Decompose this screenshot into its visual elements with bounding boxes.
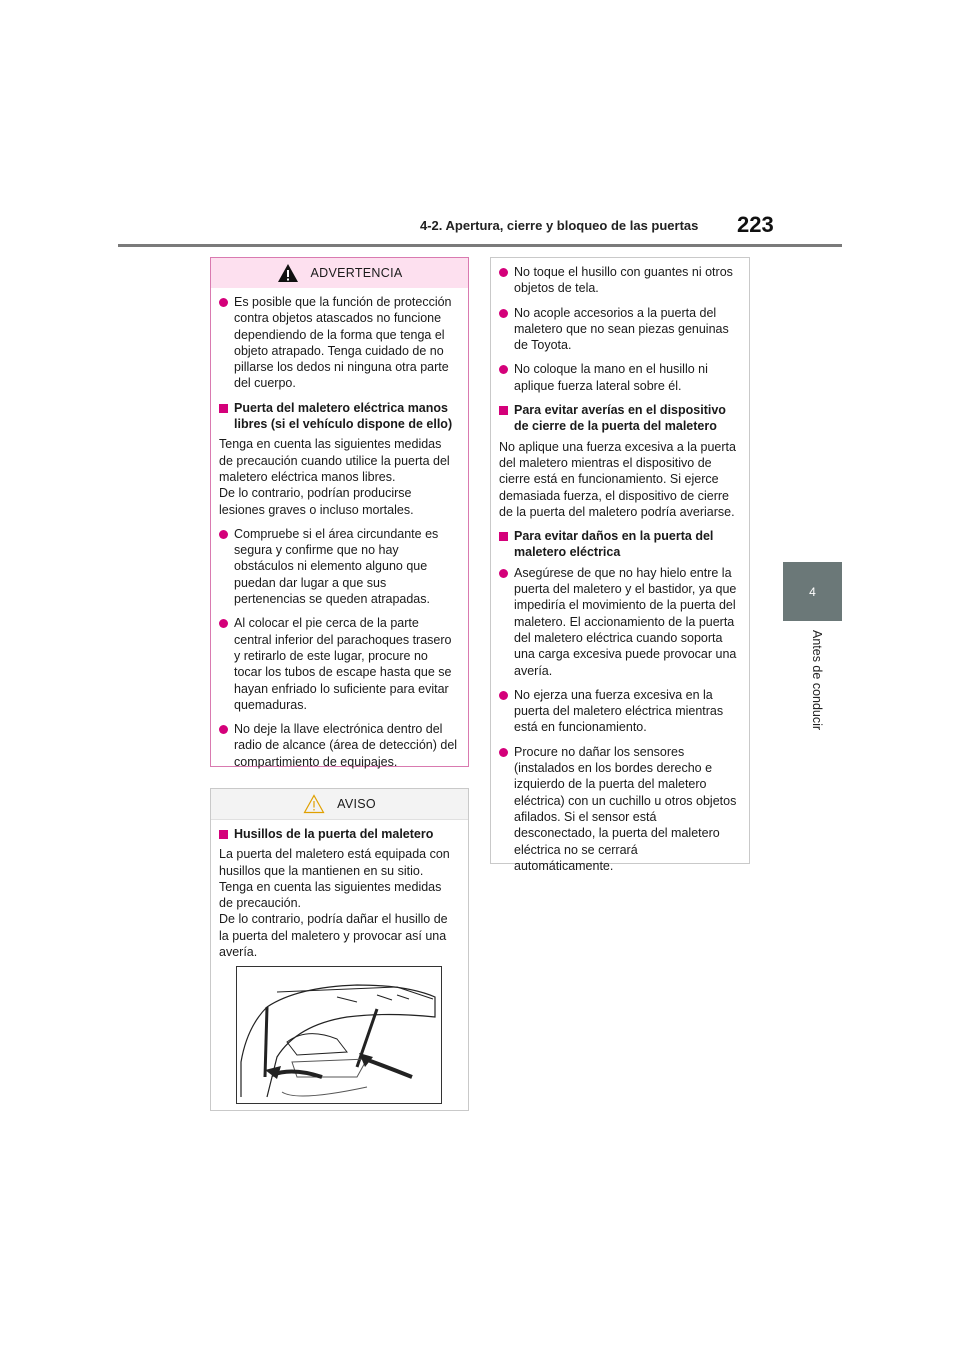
bullet-icon bbox=[219, 619, 228, 628]
square-bullet-icon bbox=[219, 404, 228, 413]
warning-bullet-2: Al colocar el pie cerca de la parte central inferior del parachoques trasero y retirarlo de este lugar, procure no tocar los tubos de escape hasta que se hayan enfriado lo suficiente para evitar quemaduras. bbox=[234, 616, 452, 712]
right-bullet-a1: No toque el husillo con guantes ni otros objetos de tela. bbox=[514, 265, 733, 296]
header-title: 4-2. Apertura, cierre y bloqueo de las puertas bbox=[420, 218, 699, 233]
right-section2-title: Para evitar daños en la puerta del maletero eléctrica bbox=[514, 529, 714, 560]
chapter-label: Antes de conducir bbox=[810, 630, 824, 731]
bullet-icon bbox=[499, 691, 508, 700]
bullet-icon bbox=[499, 569, 508, 578]
tailgate-strut-diagram bbox=[237, 967, 441, 1103]
square-bullet-icon bbox=[499, 406, 508, 415]
right-bullet-b2: No ejerza una fuerza excesiva en la puerta del maletero eléctrica mientras está en funcionamiento. bbox=[514, 687, 724, 735]
warning-heading: ADVERTENCIA bbox=[310, 266, 403, 280]
bullet-icon bbox=[499, 748, 508, 757]
list-item bbox=[219, 721, 458, 770]
warning-triangle-icon bbox=[277, 263, 299, 283]
bullet-icon bbox=[499, 268, 508, 277]
warning-bullet-1: Compruebe si el área circundante es segura y confirme que no hay obstáculos ni elemento alguno que puedan dar lugar a que sus pertenencias se queden atrapadas. bbox=[234, 526, 439, 607]
list-item bbox=[219, 294, 458, 392]
bullet-icon bbox=[499, 365, 508, 374]
bullet-icon bbox=[219, 298, 228, 307]
notice-heading: AVISO bbox=[337, 797, 376, 811]
right-bullet-b3: Procure no dañar los sensores (instalados en los bordes derecho e izquierdo de la puerta del maletero eléctrica) con un cuchillo u otros objetos afilados. Si el sensor está desconectado, la puerta del maletero eléctrica no se cerrará automáticamente. bbox=[514, 744, 737, 873]
warning-bullet-3: No deje la llave electrónica dentro del radio de alcance (área de detección) del compartimiento de equipajes. bbox=[234, 722, 458, 769]
section-heading bbox=[219, 400, 458, 433]
bullet-icon bbox=[499, 309, 508, 318]
bullet-icon bbox=[219, 530, 228, 539]
notice-text: La puerta del maletero está equipada con husillos que la mantienen en su sitio. Tenga en cuenta las siguientes medidas de precaución. De lo contrario, podría dañar el husillo de la puerta del maletero y provocar así una avería. bbox=[219, 847, 450, 960]
list-item bbox=[219, 526, 458, 607]
list-item bbox=[499, 565, 739, 679]
list-item bbox=[499, 305, 739, 354]
section-heading bbox=[499, 402, 739, 435]
right-bullet-a2: No acople accesorios a la puerta del maletero que no sean piezas genuinas de Toyota. bbox=[514, 305, 729, 353]
list-item bbox=[499, 264, 739, 297]
list-item bbox=[219, 615, 458, 713]
right-section1-text: No aplique una fuerza excesiva a la puerta del maletero mientras el dispositivo de cierre está en funcionamiento. Si ejerce demasiada fuerza, el dispositivo de cierre de la puerta del maletero podría averiarse. bbox=[499, 439, 736, 519]
notice-header bbox=[211, 789, 468, 820]
warning-box bbox=[210, 257, 469, 767]
right-bullet-b1: Asegúrese de que no hay hielo entre la puerta del maletero y el bastidor, ya que impediría el movimiento de la puerta del maletero. El accionamiento de la puerta del maletero eléctrica cuando soporta una carga excesiva puede provocar una avería. bbox=[514, 565, 737, 678]
bullet-icon bbox=[219, 725, 228, 734]
section-heading bbox=[499, 528, 739, 561]
warning-section-text: Tenga en cuenta las siguientes medidas de precaución cuando utilice la puerta del maletero eléctrica manos libres. De lo contrario, podrían producirse lesiones graves o incluso mortales. bbox=[219, 437, 450, 517]
warning-intro: Es posible que la función de protección contra objetos atascados no funcione dependiendo de la forma que tenga el objeto atrapado. Tenga cuidado de no pillarse los dedos ni ninguna otra parte del cuerpo. bbox=[234, 295, 452, 391]
square-bullet-icon bbox=[499, 532, 508, 541]
right-box bbox=[490, 257, 750, 873]
square-bullet-icon bbox=[219, 830, 228, 839]
list-item bbox=[499, 744, 739, 874]
header-rule bbox=[118, 244, 842, 247]
page-number: 223 bbox=[737, 212, 774, 237]
section-heading bbox=[219, 826, 458, 842]
warning-header bbox=[211, 258, 468, 288]
warning-section-title: Puerta del maletero eléctrica manos libres (si el vehículo dispone de ello) bbox=[234, 400, 453, 432]
chapter-tab[interactable]: 4 bbox=[783, 562, 842, 621]
right-bullet-a3: No coloque la mano en el husillo ni aplique fuerza lateral sobre él. bbox=[514, 362, 708, 393]
right-section1-title: Para evitar averías en el dispositivo de cierre de la puerta del maletero bbox=[514, 403, 726, 434]
notice-section-title: Husillos de la puerta del maletero bbox=[234, 827, 434, 841]
tailgate-illustration bbox=[236, 966, 442, 1104]
list-item bbox=[499, 687, 739, 736]
caution-triangle-icon bbox=[303, 794, 325, 814]
list-item bbox=[499, 361, 739, 394]
